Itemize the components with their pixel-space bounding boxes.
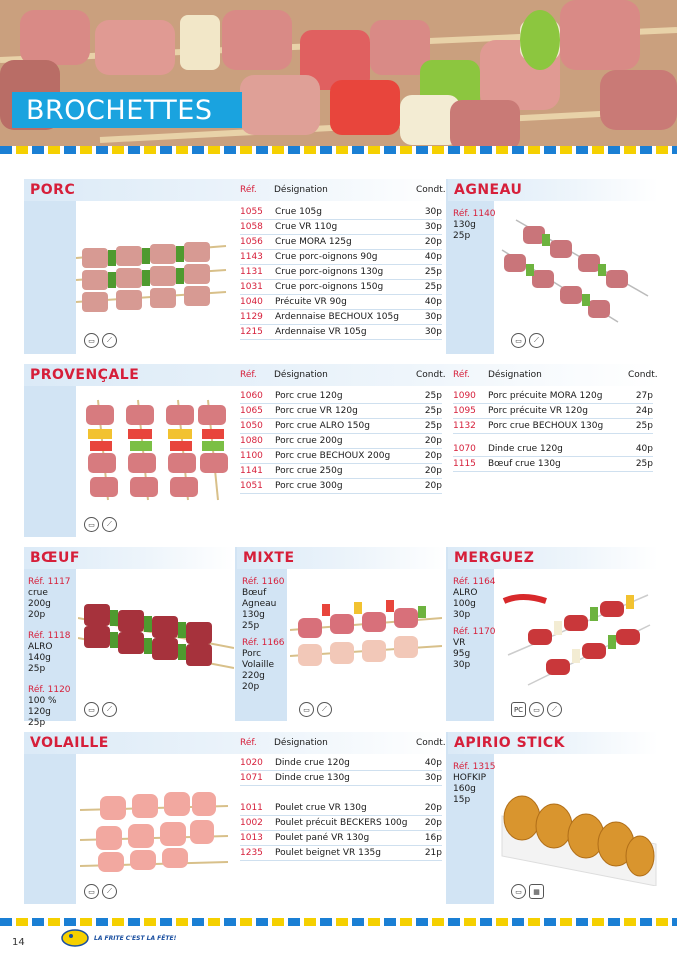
cell-ref: 1090: [453, 391, 476, 401]
apirio-title: APIRIO STICK: [454, 735, 566, 751]
merguez-ref-1164: Réf. 1164: [453, 577, 496, 587]
table-row: [240, 280, 442, 295]
table-row: [240, 265, 442, 280]
oven-icon: ▦: [529, 884, 544, 899]
merguez-photo: [498, 585, 654, 690]
porc-skewer-image: [76, 220, 228, 320]
provencale-table: [240, 389, 442, 494]
mixte-1160-line: Bœuf: [242, 588, 267, 598]
porc-photo: [76, 220, 228, 320]
boeuf-photo: [78, 596, 234, 676]
grill-icon: ⟋: [547, 702, 562, 717]
provencale-header: [24, 364, 658, 386]
table-row: [240, 310, 442, 325]
grill-icon: ⟋: [102, 884, 117, 899]
cell-ref: 1143: [240, 252, 263, 262]
table-row: [240, 404, 442, 419]
grill-icon: ⟋: [102, 333, 117, 348]
agneau-photo: [498, 214, 654, 329]
apirio-ref-block: [453, 762, 496, 806]
top-stripe: [0, 146, 677, 154]
table-row: [453, 442, 653, 457]
cell-des: Dinde crue 130g: [275, 773, 350, 783]
apirio-ref: Réf. 1315: [453, 762, 496, 772]
boeuf-1117-line: 200g: [28, 599, 51, 609]
boeuf-ref-1117: Réf. 1117: [28, 577, 71, 587]
cell-ref: 1141: [240, 466, 263, 476]
cell-condt: 25p: [424, 391, 442, 401]
boeuf-1118-line: 25p: [28, 664, 46, 674]
mixte-skewer-image: [290, 590, 442, 682]
cell-des: Crue porc-oignons 90g: [275, 252, 378, 262]
table-row: [240, 419, 442, 434]
cell-ref: 1132: [453, 421, 476, 431]
precooked-icon: PC: [511, 702, 526, 717]
agneau-header: [448, 179, 658, 201]
merguez-1170-line: VR: [453, 638, 466, 648]
pan-icon: ▭: [84, 884, 99, 899]
vol-des-col: Désignation: [274, 738, 328, 748]
cell-ref: 1055: [240, 207, 263, 217]
row-gap: [453, 434, 653, 442]
table-row: [240, 295, 442, 310]
vol-ref-col: Réf.: [240, 738, 257, 748]
table-row: [240, 449, 442, 464]
boeuf-1117-line: 20p: [28, 610, 46, 620]
boeuf-1118-line: ALRO: [28, 642, 53, 652]
boeuf-1120-line: 25p: [28, 718, 46, 728]
provencale-title: PROVENÇALE: [30, 367, 140, 383]
boeuf-1118-line: 140g: [28, 653, 51, 663]
agneau-weight: 130g: [453, 220, 476, 230]
boeuf-title: BŒUF: [30, 550, 80, 566]
volaille-header: [24, 732, 448, 754]
porc-strip: [24, 201, 76, 354]
volaille-skewer-image: [80, 770, 230, 878]
cell-des: Porc crue BECHOUX 130g: [488, 421, 604, 431]
grill-icon: ⟋: [317, 702, 332, 717]
boeuf-skewer-image: [78, 596, 234, 676]
prov-des-col: Désignation: [274, 370, 328, 380]
bottom-stripe: [0, 918, 677, 926]
cell-condt: 20p: [424, 237, 442, 247]
mixte-1166-line: 220g: [242, 671, 265, 681]
table-row: [453, 404, 653, 419]
merguez-1170-line: 95g: [453, 649, 471, 659]
provencale-strip: [24, 386, 76, 537]
table-row: [240, 846, 442, 861]
table-row: [240, 816, 442, 831]
prov-des-col-2: Désignation: [488, 370, 542, 380]
apirio-chicken-image: [498, 786, 658, 886]
mixte-1160-line: 130g: [242, 610, 265, 620]
cell-condt: 30p: [424, 773, 442, 783]
boeuf-ref-1118: Réf. 1118: [28, 631, 71, 641]
cell-des: Crue MORA 125g: [275, 237, 352, 247]
cell-ref: 1070: [453, 444, 476, 454]
cell-ref: 1080: [240, 436, 263, 446]
cell-condt: 20p: [424, 481, 442, 491]
prov-condt-col: Condt.: [416, 370, 446, 380]
table-row: [240, 205, 442, 220]
cell-des: Ardennaise BECHOUX 105g: [275, 312, 399, 322]
agneau-ref-block: [453, 209, 496, 242]
cell-des: Porc crue 250g: [275, 466, 343, 476]
porc-des-col: Désignation: [274, 185, 328, 195]
cell-ref: 1011: [240, 803, 263, 813]
cell-condt: 30p: [424, 327, 442, 337]
cell-condt: 40p: [424, 758, 442, 768]
vol-condt-col: Condt.: [416, 738, 446, 748]
cell-des: Porc crue ALRO 150g: [275, 421, 370, 431]
cell-des: Crue porc-oignons 150g: [275, 282, 384, 292]
table-row: [240, 220, 442, 235]
grill-icon: ⟋: [102, 702, 117, 717]
mixte-photo: [290, 590, 442, 682]
cell-ref: 1065: [240, 406, 263, 416]
table-row: [240, 235, 442, 250]
logo-text: LA FRITE C'EST LA FÊTE!: [94, 934, 177, 942]
cell-des: Crue VR 110g: [275, 222, 338, 232]
porc-header: [24, 179, 448, 201]
page-title-banner: [12, 92, 242, 128]
cell-condt: 24p: [635, 406, 653, 416]
cell-condt: 16p: [424, 833, 442, 843]
table-row: [240, 434, 442, 449]
cell-condt: 25p: [424, 421, 442, 431]
cell-des: Porc crue BECHOUX 200g: [275, 451, 391, 461]
volaille-table: [240, 756, 442, 786]
agneau-qty: 25p: [453, 231, 471, 241]
cell-condt: 40p: [424, 252, 442, 262]
cell-des: Porc crue 120g: [275, 391, 343, 401]
cell-des: Poulet précuit BECKERS 100g: [275, 818, 408, 828]
merguez-icons: [511, 702, 562, 717]
cell-ref: 1131: [240, 267, 263, 277]
apirio-photo: [498, 786, 658, 886]
prov-ref-col-2: Réf.: [453, 370, 470, 380]
merguez-skewer-image: [498, 585, 654, 690]
pan-icon: ▭: [84, 517, 99, 532]
prov-condt-col-2: Condt.: [628, 370, 658, 380]
cell-des: Porc crue 300g: [275, 481, 343, 491]
boeuf-ref-block: [28, 577, 71, 729]
merguez-1164-line: 30p: [453, 610, 471, 620]
pan-icon: ▭: [299, 702, 314, 717]
merguez-1164-line: ALRO: [453, 588, 478, 598]
cell-des: Porc précuite VR 120g: [488, 406, 588, 416]
merguez-1170-line: 30p: [453, 660, 471, 670]
cell-condt: 20p: [424, 451, 442, 461]
mixte-1166-line: Volaille: [242, 660, 275, 670]
boeuf-header: [24, 547, 234, 569]
logo-mascot-icon: [60, 928, 90, 948]
cell-des: Crue porc-oignons 130g: [275, 267, 384, 277]
provencale-icons: [84, 517, 117, 532]
cell-condt: 30p: [424, 222, 442, 232]
cell-des: Poulet crue VR 130g: [275, 803, 367, 813]
provencale-table-2: [453, 389, 653, 472]
mixte-1160-line: 25p: [242, 621, 260, 631]
cell-condt: 20p: [424, 466, 442, 476]
boeuf-1120-line: 100 %: [28, 696, 57, 706]
cell-des: Bœuf crue 130g: [488, 459, 561, 469]
grill-icon: ⟋: [102, 517, 117, 532]
cell-ref: 1095: [453, 406, 476, 416]
cell-condt: 20p: [424, 803, 442, 813]
agneau-ref: Réf. 1140: [453, 209, 496, 219]
mixte-header: [237, 547, 447, 569]
cell-condt: 25p: [424, 267, 442, 277]
mixte-1166-line: Porc: [242, 649, 262, 659]
mixte-1160-line: Agneau: [242, 599, 277, 609]
cell-condt: 25p: [635, 459, 653, 469]
cell-ref: 1100: [240, 451, 263, 461]
agneau-icons: [511, 333, 544, 348]
apirio-header: [448, 732, 658, 754]
mixte-ref-1160: Réf. 1160: [242, 577, 285, 587]
merguez-ref-1170: Réf. 1170: [453, 627, 496, 637]
cell-condt: 25p: [635, 421, 653, 431]
pan-icon: ▭: [84, 333, 99, 348]
pan-icon: ▭: [511, 333, 526, 348]
table-row: [453, 419, 653, 434]
volaille-title: VOLAILLE: [30, 735, 109, 751]
table-row: [240, 756, 442, 771]
cell-ref: 1002: [240, 818, 263, 828]
table-row: [240, 479, 442, 494]
provencale-photo: [78, 395, 230, 503]
pan-icon: ▭: [84, 702, 99, 717]
porc-icons: [84, 333, 117, 348]
agneau-skewer-image: [498, 214, 654, 329]
grill-icon: ⟋: [529, 333, 544, 348]
porc-title: PORC: [30, 182, 76, 198]
pan-icon: ▭: [511, 884, 526, 899]
mixte-ref-block: [242, 577, 285, 693]
table-row: [240, 831, 442, 846]
cell-des: Porc précuite MORA 120g: [488, 391, 603, 401]
boeuf-icons: [84, 702, 117, 717]
cell-des: Dinde crue 120g: [488, 444, 563, 454]
cell-condt: 20p: [424, 818, 442, 828]
mixte-title: MIXTE: [243, 550, 295, 566]
cell-condt: 21p: [424, 848, 442, 858]
cell-ref: 1115: [453, 459, 476, 469]
apirio-icons: [511, 884, 544, 899]
cell-des: Ardennaise VR 105g: [275, 327, 367, 337]
cell-ref: 1031: [240, 282, 263, 292]
cell-condt: 40p: [424, 297, 442, 307]
table-row: [240, 801, 442, 816]
table-row: [240, 250, 442, 265]
cell-ref: 1040: [240, 297, 263, 307]
porc-condt-col: Condt.: [416, 185, 446, 195]
page-number: 14: [12, 937, 25, 948]
boeuf-1120-line: 120g: [28, 707, 51, 717]
provencale-skewer-image: [78, 395, 230, 503]
cell-ref: 1020: [240, 758, 263, 768]
mixte-1166-line: 20p: [242, 682, 260, 692]
boeuf-1117-line: crue: [28, 588, 48, 598]
cell-des: Porc crue 200g: [275, 436, 343, 446]
porc-ref-col: Réf.: [240, 185, 257, 195]
cell-condt: 25p: [424, 282, 442, 292]
table-row: [240, 389, 442, 404]
porc-table: [240, 205, 442, 340]
table-row: [240, 464, 442, 479]
merguez-ref-block: [453, 577, 496, 671]
table-row: [240, 325, 442, 340]
mixte-ref-1166: Réf. 1166: [242, 638, 285, 648]
volaille-strip: [24, 754, 76, 904]
pan-icon: ▭: [529, 702, 544, 717]
cell-ref: 1129: [240, 312, 263, 322]
mixte-icons: [299, 702, 332, 717]
cell-condt: 27p: [635, 391, 653, 401]
cell-des: Dinde crue 120g: [275, 758, 350, 768]
apirio-line: 160g: [453, 784, 476, 794]
cell-ref: 1235: [240, 848, 263, 858]
volaille-icons: [84, 884, 117, 899]
cell-ref: 1051: [240, 481, 263, 491]
volaille-photo: [80, 770, 230, 878]
cell-ref: 1013: [240, 833, 263, 843]
cell-condt: 25p: [424, 406, 442, 416]
merguez-header: [448, 547, 658, 569]
cell-des: Précuite VR 90g: [275, 297, 347, 307]
agneau-title: AGNEAU: [454, 182, 523, 198]
cell-ref: 1060: [240, 391, 263, 401]
page-title: BROCHETTES: [26, 94, 213, 126]
cell-ref: 1050: [240, 421, 263, 431]
prov-ref-col: Réf.: [240, 370, 257, 380]
cell-ref: 1071: [240, 773, 263, 783]
cell-des: Poulet beignet VR 135g: [275, 848, 382, 858]
cell-condt: 40p: [635, 444, 653, 454]
table-row: [240, 771, 442, 786]
cell-ref: 1215: [240, 327, 263, 337]
table-row: [453, 457, 653, 472]
cell-des: Poulet pané VR 130g: [275, 833, 370, 843]
cell-condt: 30p: [424, 207, 442, 217]
cell-condt: 20p: [424, 436, 442, 446]
cell-condt: 30p: [424, 312, 442, 322]
apirio-line: HOFKIP: [453, 773, 487, 783]
footer-logo: [60, 928, 176, 948]
cell-des: Porc crue VR 120g: [275, 406, 358, 416]
volaille-table-2: [240, 801, 442, 861]
merguez-1164-line: 100g: [453, 599, 476, 609]
cell-ref: 1058: [240, 222, 263, 232]
merguez-title: MERGUEZ: [454, 550, 535, 566]
cell-ref: 1056: [240, 237, 263, 247]
cell-des: Crue 105g: [275, 207, 322, 217]
table-row: [453, 389, 653, 404]
apirio-line: 15p: [453, 795, 471, 805]
boeuf-ref-1120: Réf. 1120: [28, 685, 71, 695]
